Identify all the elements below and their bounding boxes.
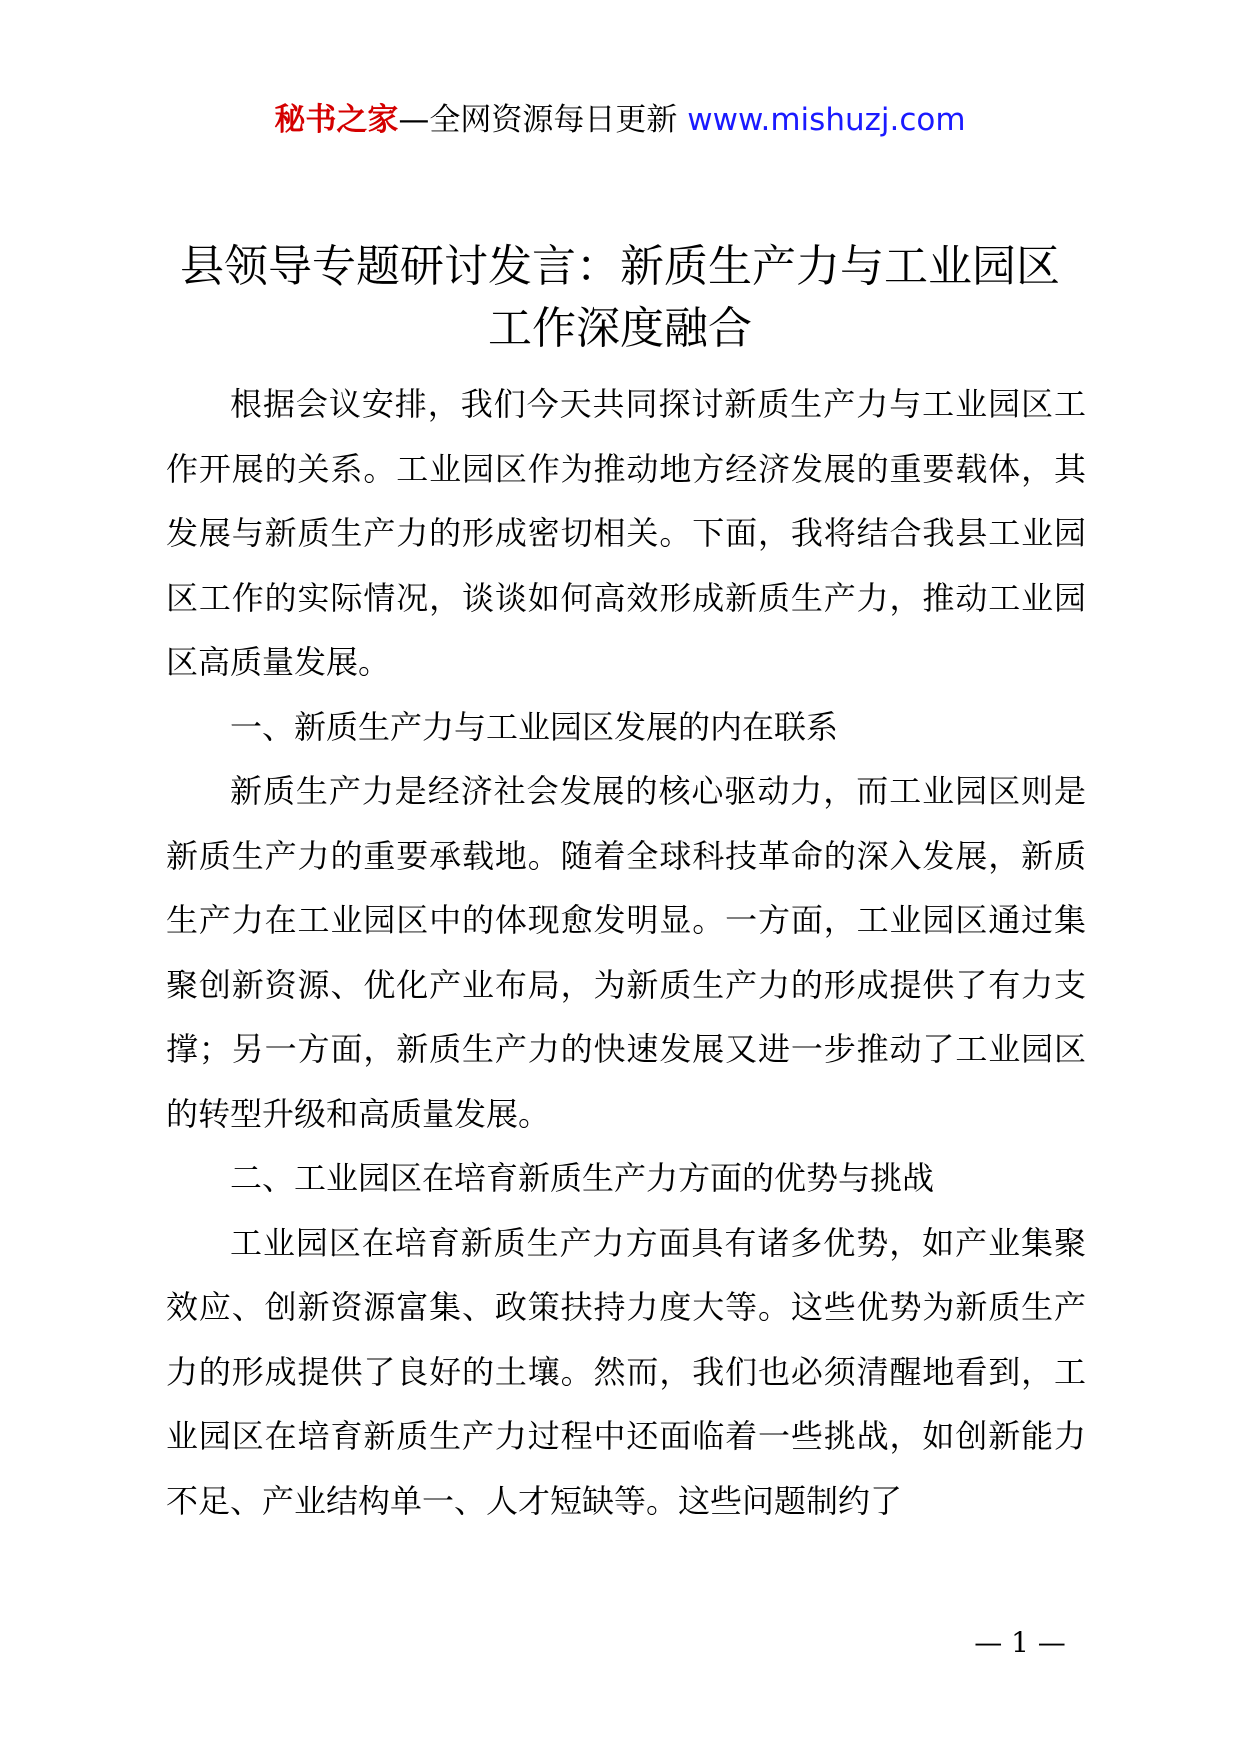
site-url[interactable]: www.mishuzj.com bbox=[687, 102, 966, 138]
site-slogan: —全网资源每日更新 bbox=[398, 102, 678, 138]
document-title bbox=[140, 236, 1100, 360]
paragraph-section-1: 新质生产力是经济社会发展的核心驱动力，而工业园区则是新质生产力的重要承载地。随着全球科技革命的深入发展，新质生产力在工业园区中的体现愈发明显。一方面，工业园区通过集聚创新资源、优化产业布局，为新质生产力的形成提供了有力支撑；另一方面，新质生产力的快速发展又进一步推动了工业园区的转型升级和高质量发展。 bbox=[166, 772, 1086, 1133]
page-number: — 1 — bbox=[974, 1626, 1066, 1659]
site-header bbox=[0, 100, 1240, 140]
title-line-2: 工作深度融合 bbox=[488, 303, 752, 354]
title-line-1: 县领导专题研讨发言：新质生产力与工业园区 bbox=[180, 241, 1060, 292]
document-body bbox=[166, 372, 1086, 1533]
section-heading-2: 二、工业园区在培育新质生产力方面的优势与挑战 bbox=[230, 1159, 935, 1197]
paragraph-intro: 根据会议安排，我们今天共同探讨新质生产力与工业园区工作开展的关系。工业园区作为推动地方经济发展的重要载体，其发展与新质生产力的形成密切相关。下面，我将结合我县工业园区工作的实际情况，谈谈如何高效形成新质生产力，推动工业园区高质量发展。 bbox=[166, 385, 1086, 681]
section-heading-1: 一、新质生产力与工业园区发展的内在联系 bbox=[230, 707, 839, 746]
paragraph-section-2: 工业园区在培育新质生产力方面具有诸多优势，如产业集聚效应、创新资源富集、政策扶持力度大等。这些优势为新质生产力的形成提供了良好的土壤。然而，我们也必须清醒地看到，工业园区在培育新质生产力过程中还面临着一些挑战，如创新能力不足、产业结构单一、人才短缺等。这些问题制约了 bbox=[166, 1223, 1086, 1520]
site-brand: 秘书之家 bbox=[274, 102, 399, 138]
